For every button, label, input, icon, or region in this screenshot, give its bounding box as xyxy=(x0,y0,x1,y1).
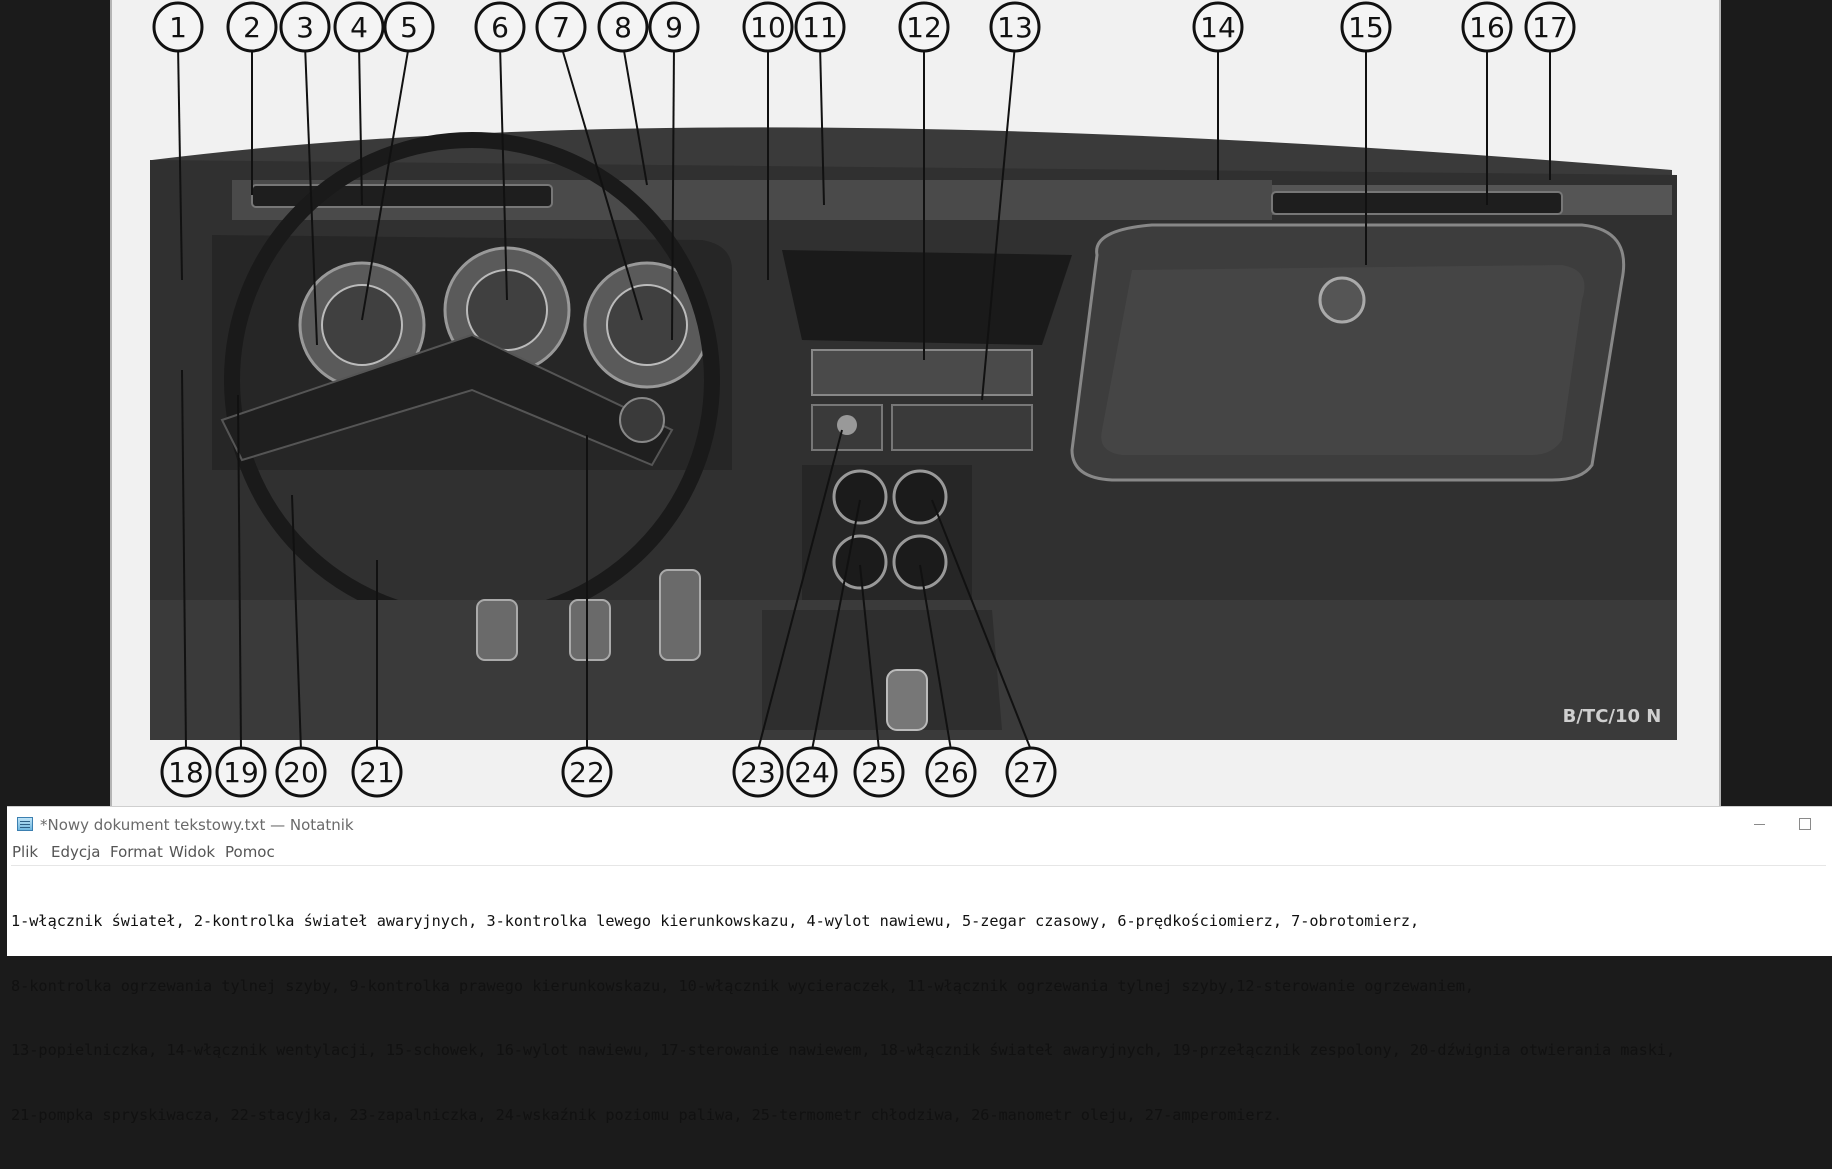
callout-4 xyxy=(335,3,383,51)
callout-number: 2 xyxy=(243,11,261,44)
callout-number: 15 xyxy=(1348,11,1384,44)
callout-22 xyxy=(563,748,611,796)
callout-1 xyxy=(154,3,202,51)
callout-number: 12 xyxy=(906,11,942,44)
photo-watermark: B/TC/10 N xyxy=(1562,706,1662,727)
callout-number: 23 xyxy=(740,756,776,789)
callout-number: 25 xyxy=(861,756,897,789)
minimize-button[interactable] xyxy=(1736,807,1782,841)
callout-23 xyxy=(734,748,782,796)
dashboard-illustration xyxy=(112,0,1719,806)
callout-number: 5 xyxy=(400,11,418,44)
callout-20 xyxy=(277,748,325,796)
callout-number: 13 xyxy=(997,11,1033,44)
callout-number: 27 xyxy=(1013,756,1049,789)
callout-number: 14 xyxy=(1200,11,1236,44)
notepad-window[interactable] xyxy=(7,806,1832,1124)
callout-number: 3 xyxy=(296,11,314,44)
menu-widok[interactable]: Widok xyxy=(169,843,216,861)
text-line: 21-pompka spryskiwacza, 22-stacyjka, 23-zapalniczka, 24-wskaźnik poziomu paliwa, 25-termometr chłodziwa, 26-manometr oleju, 27-amperomierz. xyxy=(11,1105,1282,1124)
callout-number: 10 xyxy=(750,11,786,44)
callout-25 xyxy=(855,748,903,796)
menu-plik[interactable]: Plik xyxy=(12,843,39,861)
callout-17 xyxy=(1526,3,1574,51)
callout-number: 20 xyxy=(283,756,319,789)
callout-number: 19 xyxy=(223,756,259,789)
callout-number: 11 xyxy=(802,11,838,44)
callout-number: 6 xyxy=(491,11,509,44)
callout-18 xyxy=(162,748,210,796)
callout-number: 24 xyxy=(794,756,830,789)
callout-24 xyxy=(788,748,836,796)
callout-21 xyxy=(353,748,401,796)
callout-6 xyxy=(476,3,524,51)
callout-7 xyxy=(537,3,585,51)
callout-9 xyxy=(650,3,698,51)
callout-number: 7 xyxy=(552,11,570,44)
dashboard-photo xyxy=(110,0,1721,806)
callout-8 xyxy=(599,3,647,51)
callout-number: 1 xyxy=(169,11,187,44)
notepad-app-icon xyxy=(17,817,33,831)
callout-number: 4 xyxy=(350,11,368,44)
callout-3 xyxy=(281,3,329,51)
text-line: 13-popielniczka, 14-włącznik wentylacji, 15-schowek, 16-wylot nawiewu, 17-sterowanie nawiewem, 18-włącznik świateł awaryjnych, 19-przełącznik zespolony, 20-dźwignia otwierania maski, xyxy=(11,1041,1676,1059)
callout-number: 21 xyxy=(359,756,395,789)
callout-number: 17 xyxy=(1532,11,1568,44)
callout-11 xyxy=(796,3,844,51)
callout-27 xyxy=(1007,748,1055,796)
callout-number: 18 xyxy=(168,756,204,789)
text-line: 1-włącznik świateł, 2-kontrolka świateł awaryjnych, 3-kontrolka lewego kierunkowskazu, 4-wylot nawiewu, 5-zegar czasowy, 6-prędkościomierz, 7-obrotomierz, xyxy=(11,912,1420,930)
callout-15 xyxy=(1342,3,1390,51)
callout-5 xyxy=(385,3,433,51)
maximize-button[interactable] xyxy=(1782,807,1828,841)
menu-pomoc[interactable]: Pomoc xyxy=(225,843,275,861)
callout-16 xyxy=(1463,3,1511,51)
callout-26 xyxy=(927,748,975,796)
callout-number: 16 xyxy=(1469,11,1505,44)
menu-bar xyxy=(7,843,1832,865)
callout-13 xyxy=(991,3,1039,51)
callout-number: 9 xyxy=(665,11,683,44)
window-title: *Nowy dokument tekstowy.txt — Notatnik xyxy=(40,816,354,834)
menu-edycja[interactable]: Edycja xyxy=(51,843,101,861)
maximize-icon xyxy=(1799,818,1811,830)
text-editor[interactable] xyxy=(11,865,1826,1124)
callout-12 xyxy=(900,3,948,51)
callout-10 xyxy=(744,3,792,51)
callout-14 xyxy=(1194,3,1242,51)
callout-19 xyxy=(217,748,265,796)
minimize-icon xyxy=(1754,824,1765,825)
callout-2 xyxy=(228,3,276,51)
text-line: 8-kontrolka ogrzewania tylnej szyby, 9-kontrolka prawego kierunkowskazu, 10-włącznik wycieraczek, 11-włącznik ogrzewania tylnej szyby,12-sterowanie ogrzewaniem, xyxy=(11,976,1474,995)
callout-number: 8 xyxy=(614,11,632,44)
title-bar[interactable] xyxy=(7,807,1832,841)
callout-number: 26 xyxy=(933,756,969,789)
menu-format[interactable]: Format xyxy=(110,843,163,861)
callout-number: 22 xyxy=(569,756,605,789)
